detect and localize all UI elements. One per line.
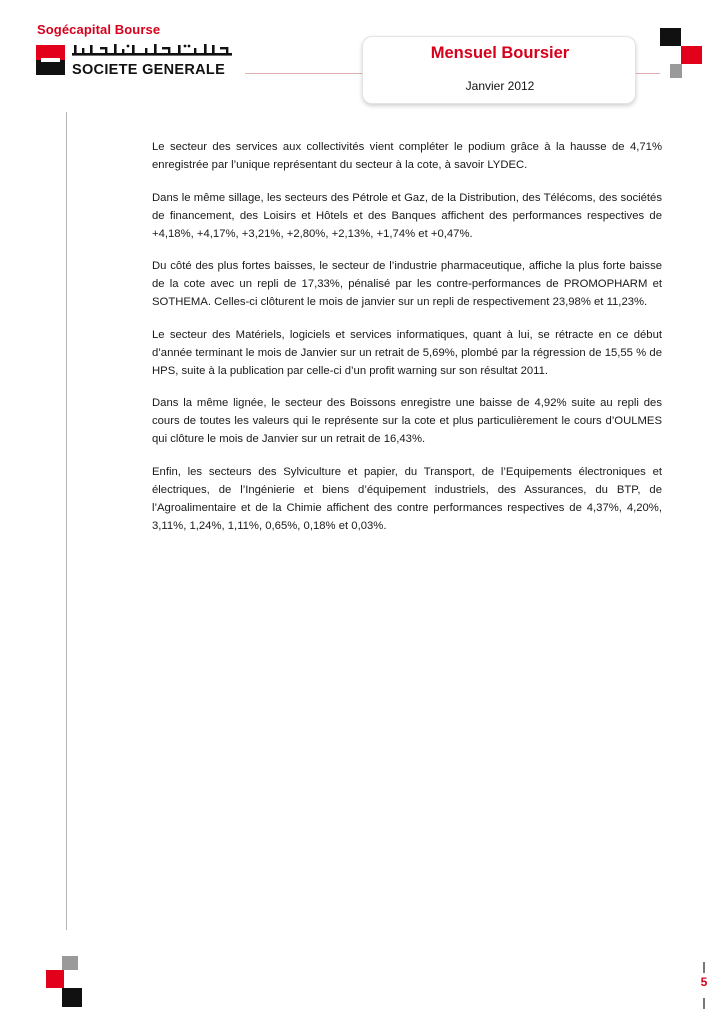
paragraph: Le secteur des Matériels, logiciels et services informatiques, quant à lui, se rétracte en ce début d’année terminant le mois de Janvier sur un retrait de 5,69%, plombé par la régression de 15,55 % de HPS, suite à la publication par celle-ci d’un profit warning sur son résultat 2011. bbox=[152, 328, 662, 377]
document-date: Janvier 2012 bbox=[465, 79, 535, 93]
brand-sogecapital: Sogécapital Bourse bbox=[37, 22, 161, 37]
arabic-wordmark-icon bbox=[70, 42, 235, 59]
left-margin-rule bbox=[66, 112, 67, 930]
decorative-squares-top-icon bbox=[660, 28, 702, 80]
paragraph: Enfin, les secteurs des Sylviculture et papier, du Transport, de l’Equipements électroniques et électriques, de l’Ingénierie et biens d’équipement industriels, des Assurances, du BTP, de l’Agroalimentaire et de la Chimie affichent des contre performances respectives de 4,37%, 4,20%, 3,11%, 1,24%, 1,11%, 0,65%, 0,18% et 0,03%. bbox=[152, 465, 662, 532]
page-number: 5 bbox=[700, 975, 708, 989]
article-body bbox=[152, 138, 662, 549]
decorative-squares-bottom-icon bbox=[44, 956, 84, 1008]
societe-generale-logo-icon bbox=[36, 45, 65, 75]
paragraph: Le secteur des services aux collectivités vient compléter le podium grâce à la hausse de 4,71% enregistrée par l’unique représentant du secteur à la cote, à savoir LYDEC. bbox=[152, 141, 662, 171]
paragraph: Du côté des plus fortes baisses, le secteur de l’industrie pharmaceutique, affiche la plus forte baisse de la cote avec un repli de 17,33%, pénalisé par les contre-performances de PROMOPHARM et SOTHEMA. Celles-ci clôturent le mois de janvier sur un repli de respectivement 23,98% et 11,23%. bbox=[152, 260, 662, 308]
paragraph: Dans le même sillage, les secteurs des Pétrole et Gaz, de la Distribution, des Télécoms, des sociétés de financement, des Loisirs et Hôtels et des Banques affichent des performances respectives de +4,18%, +4,17%, +3,21%, +2,80%, +2,13%, +1,74% et +0,47%. bbox=[152, 191, 662, 240]
document-title: Mensuel Boursier bbox=[430, 44, 570, 62]
brand-societe-generale: SOCIETE GENERALE bbox=[72, 62, 226, 78]
footer-bar-bottom bbox=[703, 998, 705, 1009]
footer-bar-top bbox=[703, 962, 705, 973]
paragraph: Dans la même lignée, le secteur des Boissons enregistre une baisse de 4,92% suite au repli des cours de toutes les valeurs qui le représente sur la cote et plus particulièrement le cours d’OULMES qui clôture le mois de Janvier sur un retrait de 16,43%. bbox=[152, 397, 662, 445]
